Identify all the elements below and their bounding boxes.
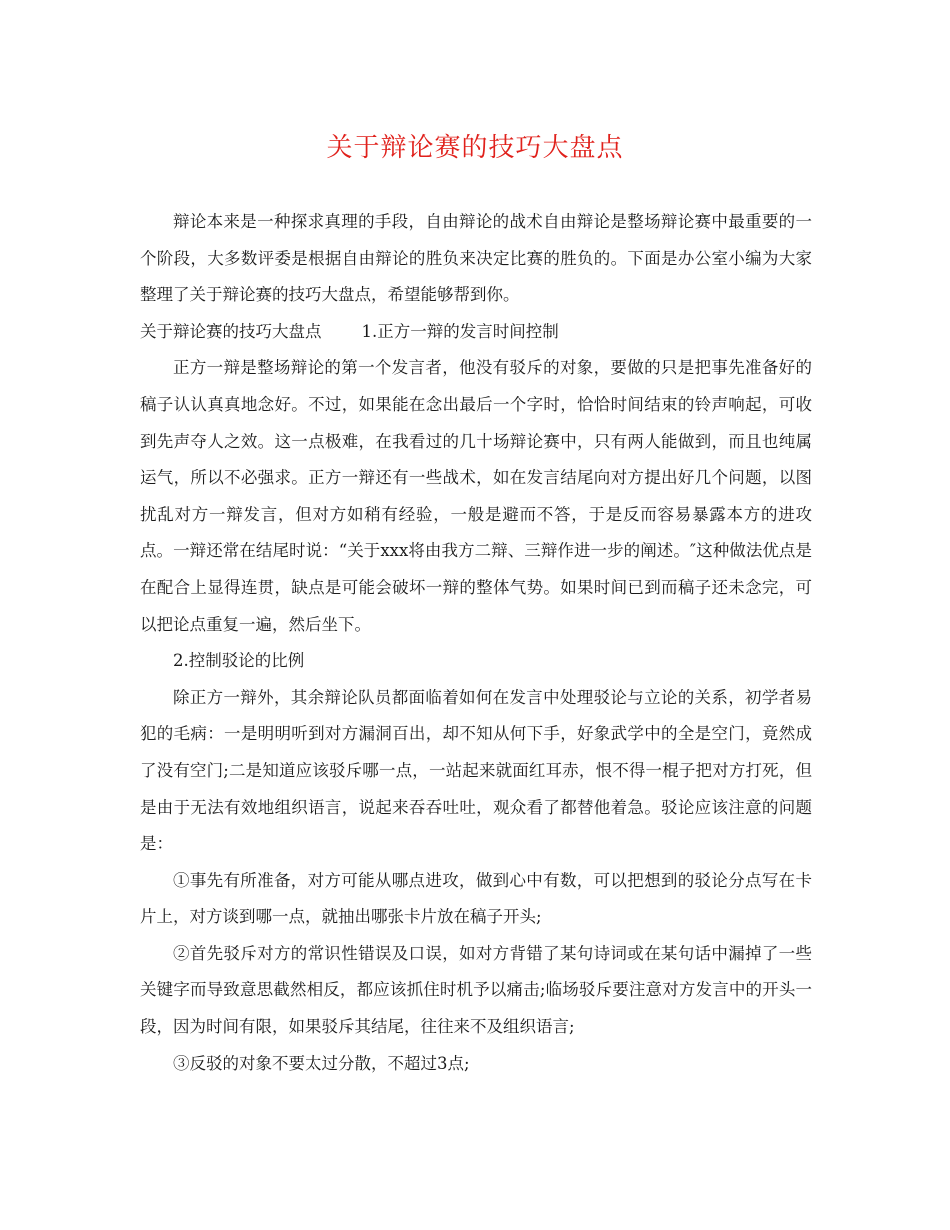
subheading-rebuttal-ratio: 2.控制驳论的比例 (173, 651, 305, 671)
document-title: 关于辩论赛的技巧大盘点 (326, 133, 624, 163)
point-two-paragraph: ②首先驳斥对方的常识性错误及口误，如对方背错了某句诗词或在某句话中漏掉了一些关键字而导致意思截然相反，都应该抓住时机予以痛击;临场驳斥要注意对方发言中的开头一段，因为时间有限，如果驳斥其结尾，往往来不及组织语言; (140, 943, 812, 1037)
point-three-paragraph: ③反驳的对象不要太过分散，不超过3点; (173, 1053, 470, 1073)
section-heading-left: 关于辩论赛的技巧大盘点 (140, 321, 322, 341)
intro-paragraph: 辩论本来是一种探求真理的手段，自由辩论的战术自由辩论是整场辩论赛中最重要的一个阶段，大多数评委是根据自由辩论的胜负来决定比赛的胜负的。下面是办公室小编为大家整理了关于辩论赛的技巧大盘点，希望能够帮到你。 (140, 212, 812, 305)
rebuttal-paragraph: 除正方一辩外，其余辩论队员都面临着如何在发言中处理驳论与立论的关系，初学者易犯的毛病：一是明明听到对方漏洞百出，却不知从何下手，好象武学中的全是空门，竟然成了没有空门;二是知道应该驳斥哪一点，一站起来就面红耳赤，恨不得一棍子把对方打死，但是由于无法有效地组织语言，说起来吞吞吐吐，观众看了都替他着急。驳论应该注意的问题是： (140, 687, 812, 854)
section-heading-right: 1.正方一辩的发言时间控制 (361, 321, 559, 341)
section-heading (140, 314, 812, 351)
first-speaker-paragraph: 正方一辩是整场辩论的第一个发言者，他没有驳斥的对象，要做的只是把事先准备好的稿子认认真真地念好。不过，如果能在念出最后一个字时，恰恰时间结束的铃声响起，可收到先声夺人之效。这一点极难，在我看过的几十场辩论赛中，只有两人能做到，而且也纯属运气，所以不必强求。正方一辩还有一些战术，如在发言结尾向对方提出好几个问题，以图扰乱对方一辩发言，但对方如稍有经验，一般是避而不答，于是反而容易暴露本方的进攻点。一辩还常在结尾时说：“关于xxx将由我方二辩、三辩作进一步的阐述。″这种做法优点是在配合上显得连贯，缺点是可能会破坏一辩的整体气势。如果时间已到而稿子还未念完，可以把论点重复一遍，然后坐下。 (140, 358, 812, 634)
document-body (140, 204, 812, 1082)
point-one-paragraph: ①事先有所准备，对方可能从哪点进攻，做到心中有数，可以把想到的驳论分点写在卡片上，对方谈到哪一点，就抽出哪张卡片放在稿子开头; (140, 870, 812, 927)
